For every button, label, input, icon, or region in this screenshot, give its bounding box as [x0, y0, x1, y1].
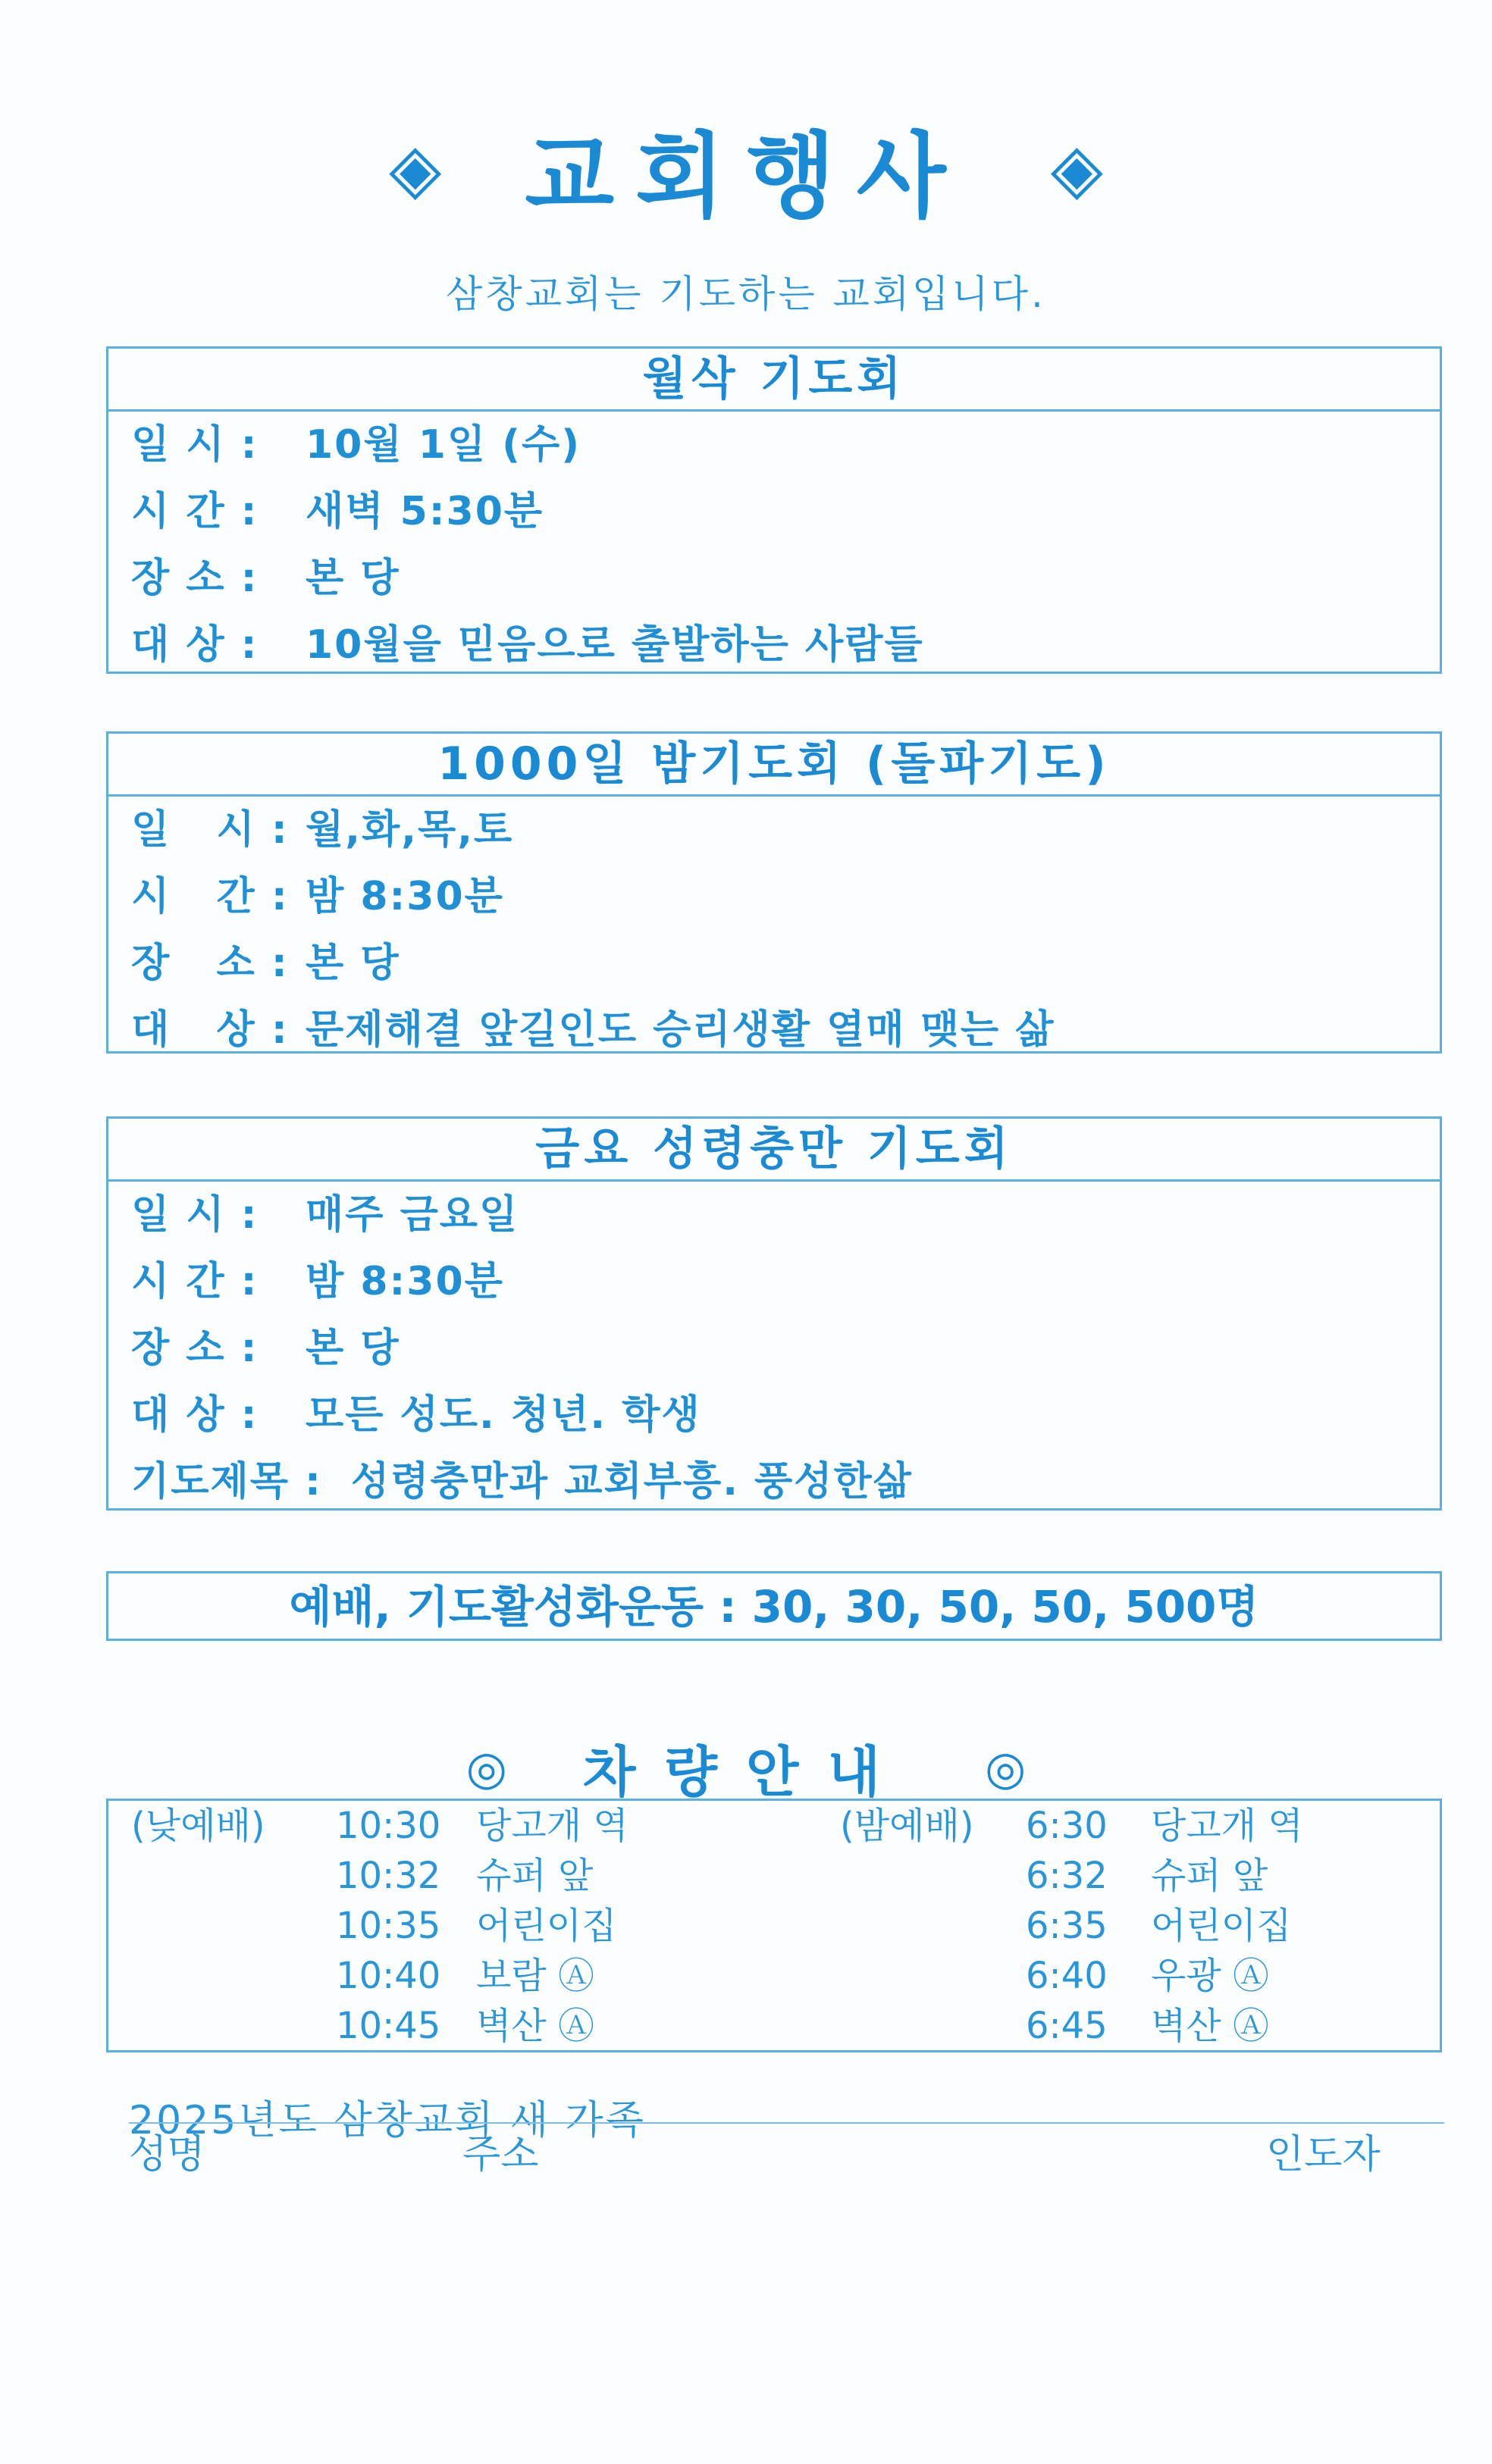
schedule-place: 벽산 Ⓐ — [1151, 2005, 1269, 2047]
bullseye-icon: ◎ — [465, 1739, 507, 1796]
schedule-place: 슈퍼 앞 — [476, 1855, 594, 1897]
event-row — [108, 863, 1440, 930]
schedule-row — [1026, 2001, 1420, 2051]
schedule-time: 10:30 — [336, 1805, 441, 1847]
row-value: 본 당 — [306, 556, 400, 601]
bullseye-icon: ◎ — [985, 1739, 1027, 1796]
row-value: 새벽 5:30분 — [306, 489, 544, 534]
event-row — [108, 1182, 1440, 1248]
schedule-place: 우광 Ⓐ — [1151, 1955, 1269, 1997]
schedule-place: 보람 Ⓐ — [476, 1955, 594, 1997]
schedule-place: 어린이집 — [1151, 1905, 1292, 1947]
event-row — [108, 1248, 1440, 1315]
row-value: 모든 성도. 청년. 학생 — [306, 1392, 701, 1438]
row-label: 장 소 : — [131, 941, 289, 986]
row-value: 매주 금요일 — [306, 1192, 519, 1238]
column-address: 주소 — [462, 2132, 539, 2178]
row-value: 성령충만과 교회부흥. 풍성한삶 — [351, 1459, 913, 1504]
schedule-time: 6:35 — [1026, 1905, 1108, 1947]
schedule-time: 6:40 — [1026, 1955, 1108, 1997]
event-row — [108, 412, 1440, 478]
schedule-row — [336, 1801, 791, 1851]
schedule-time: 10:32 — [336, 1855, 441, 1897]
event-row — [108, 797, 1440, 863]
event-title: 월삭 기도회 — [108, 349, 1440, 412]
row-label: 기도제목 : — [131, 1459, 322, 1504]
title-text: 교회행사 — [525, 123, 967, 230]
event-row — [108, 545, 1440, 612]
schedule-time: 10:35 — [336, 1905, 441, 1947]
event-title: 1000일 밤기도회 (돌파기도) — [108, 734, 1440, 797]
vehicle-title — [0, 1728, 1492, 1807]
subtitle: 삼창교회는 기도하는 교회입니다. — [446, 272, 1046, 316]
event-row — [108, 1448, 1440, 1515]
row-label: 장 소 : — [131, 556, 259, 601]
new-family-heading: 2025년도 삼창교회 새 가족 — [129, 2098, 647, 2143]
worship-activation-banner: 예배, 기도활성화운동 : 30, 30, 50, 50, 500명 — [106, 1571, 1442, 1641]
schedule-time: 6:45 — [1026, 2005, 1108, 2047]
schedule-row — [336, 2001, 791, 2051]
diamond-icon: ◈ — [1050, 129, 1103, 208]
schedule-place: 당고개 역 — [1151, 1805, 1303, 1847]
row-value: 본 당 — [306, 941, 400, 986]
row-label: 일 시 : — [131, 1192, 259, 1238]
event-row — [108, 478, 1440, 545]
schedule-time: 6:32 — [1026, 1855, 1108, 1897]
column-guide: 인도자 — [1266, 2132, 1381, 2178]
event-box-wolsak — [106, 346, 1442, 674]
diamond-icon: ◈ — [389, 129, 442, 208]
event-title: 금요 성령충만 기도회 — [108, 1119, 1440, 1182]
event-row — [108, 612, 1440, 678]
row-value: 밤 8:30분 — [306, 874, 504, 919]
row-value: 10월을 믿음으로 출발하는 사람들 — [306, 622, 924, 668]
event-box-night-prayer — [106, 731, 1442, 1054]
schedule-row — [336, 1851, 791, 1901]
row-value: 10월 1일 (수) — [306, 422, 581, 468]
row-label: 시 간 : — [131, 874, 289, 919]
schedule-time: 6:30 — [1026, 1805, 1108, 1847]
row-label: 일 시 : — [131, 807, 289, 853]
day-schedule — [336, 1801, 791, 2051]
row-label: 대 상 : — [131, 1007, 289, 1053]
day-service-label: (낮예배) — [131, 1805, 265, 1847]
event-row — [108, 1382, 1440, 1448]
row-value: 문제해결 앞길인도 승리생활 열매 맺는 삶 — [306, 1007, 1055, 1053]
schedule-place: 당고개 역 — [476, 1805, 628, 1847]
row-value: 월,화,목,토 — [306, 807, 514, 853]
event-row — [108, 1315, 1440, 1382]
row-label: 시 간 : — [131, 489, 259, 534]
row-label: 장 소 : — [131, 1326, 259, 1371]
schedule-row — [336, 1951, 791, 2001]
schedule-place: 벽산 Ⓐ — [476, 2005, 594, 2047]
row-label: 일 시 : — [131, 422, 259, 468]
event-row — [108, 930, 1440, 997]
row-label: 대 상 : — [131, 622, 259, 668]
night-schedule — [1026, 1801, 1420, 2051]
divider — [129, 2122, 1444, 2124]
schedule-row — [1026, 1951, 1420, 2001]
row-label: 대 상 : — [131, 1392, 259, 1438]
column-name: 성명 — [129, 2132, 205, 2178]
vehicle-title-text: 차량안내 — [582, 1740, 910, 1804]
event-box-friday-prayer — [106, 1116, 1442, 1511]
event-row — [108, 997, 1440, 1063]
schedule-time: 10:45 — [336, 2005, 441, 2047]
schedule-row — [336, 1901, 791, 1951]
vehicle-schedule — [106, 1799, 1442, 2052]
night-service-label: (밤예배) — [840, 1805, 974, 1847]
schedule-place: 슈퍼 앞 — [1151, 1855, 1268, 1897]
schedule-row — [1026, 1851, 1420, 1901]
row-label: 시 간 : — [131, 1259, 259, 1304]
row-value: 본 당 — [306, 1326, 400, 1371]
schedule-row — [1026, 1901, 1420, 1951]
page-title — [0, 102, 1492, 235]
schedule-place: 어린이집 — [476, 1905, 617, 1947]
row-value: 밤 8:30분 — [306, 1259, 504, 1304]
schedule-time: 10:40 — [336, 1955, 441, 1997]
schedule-row — [1026, 1801, 1420, 1851]
